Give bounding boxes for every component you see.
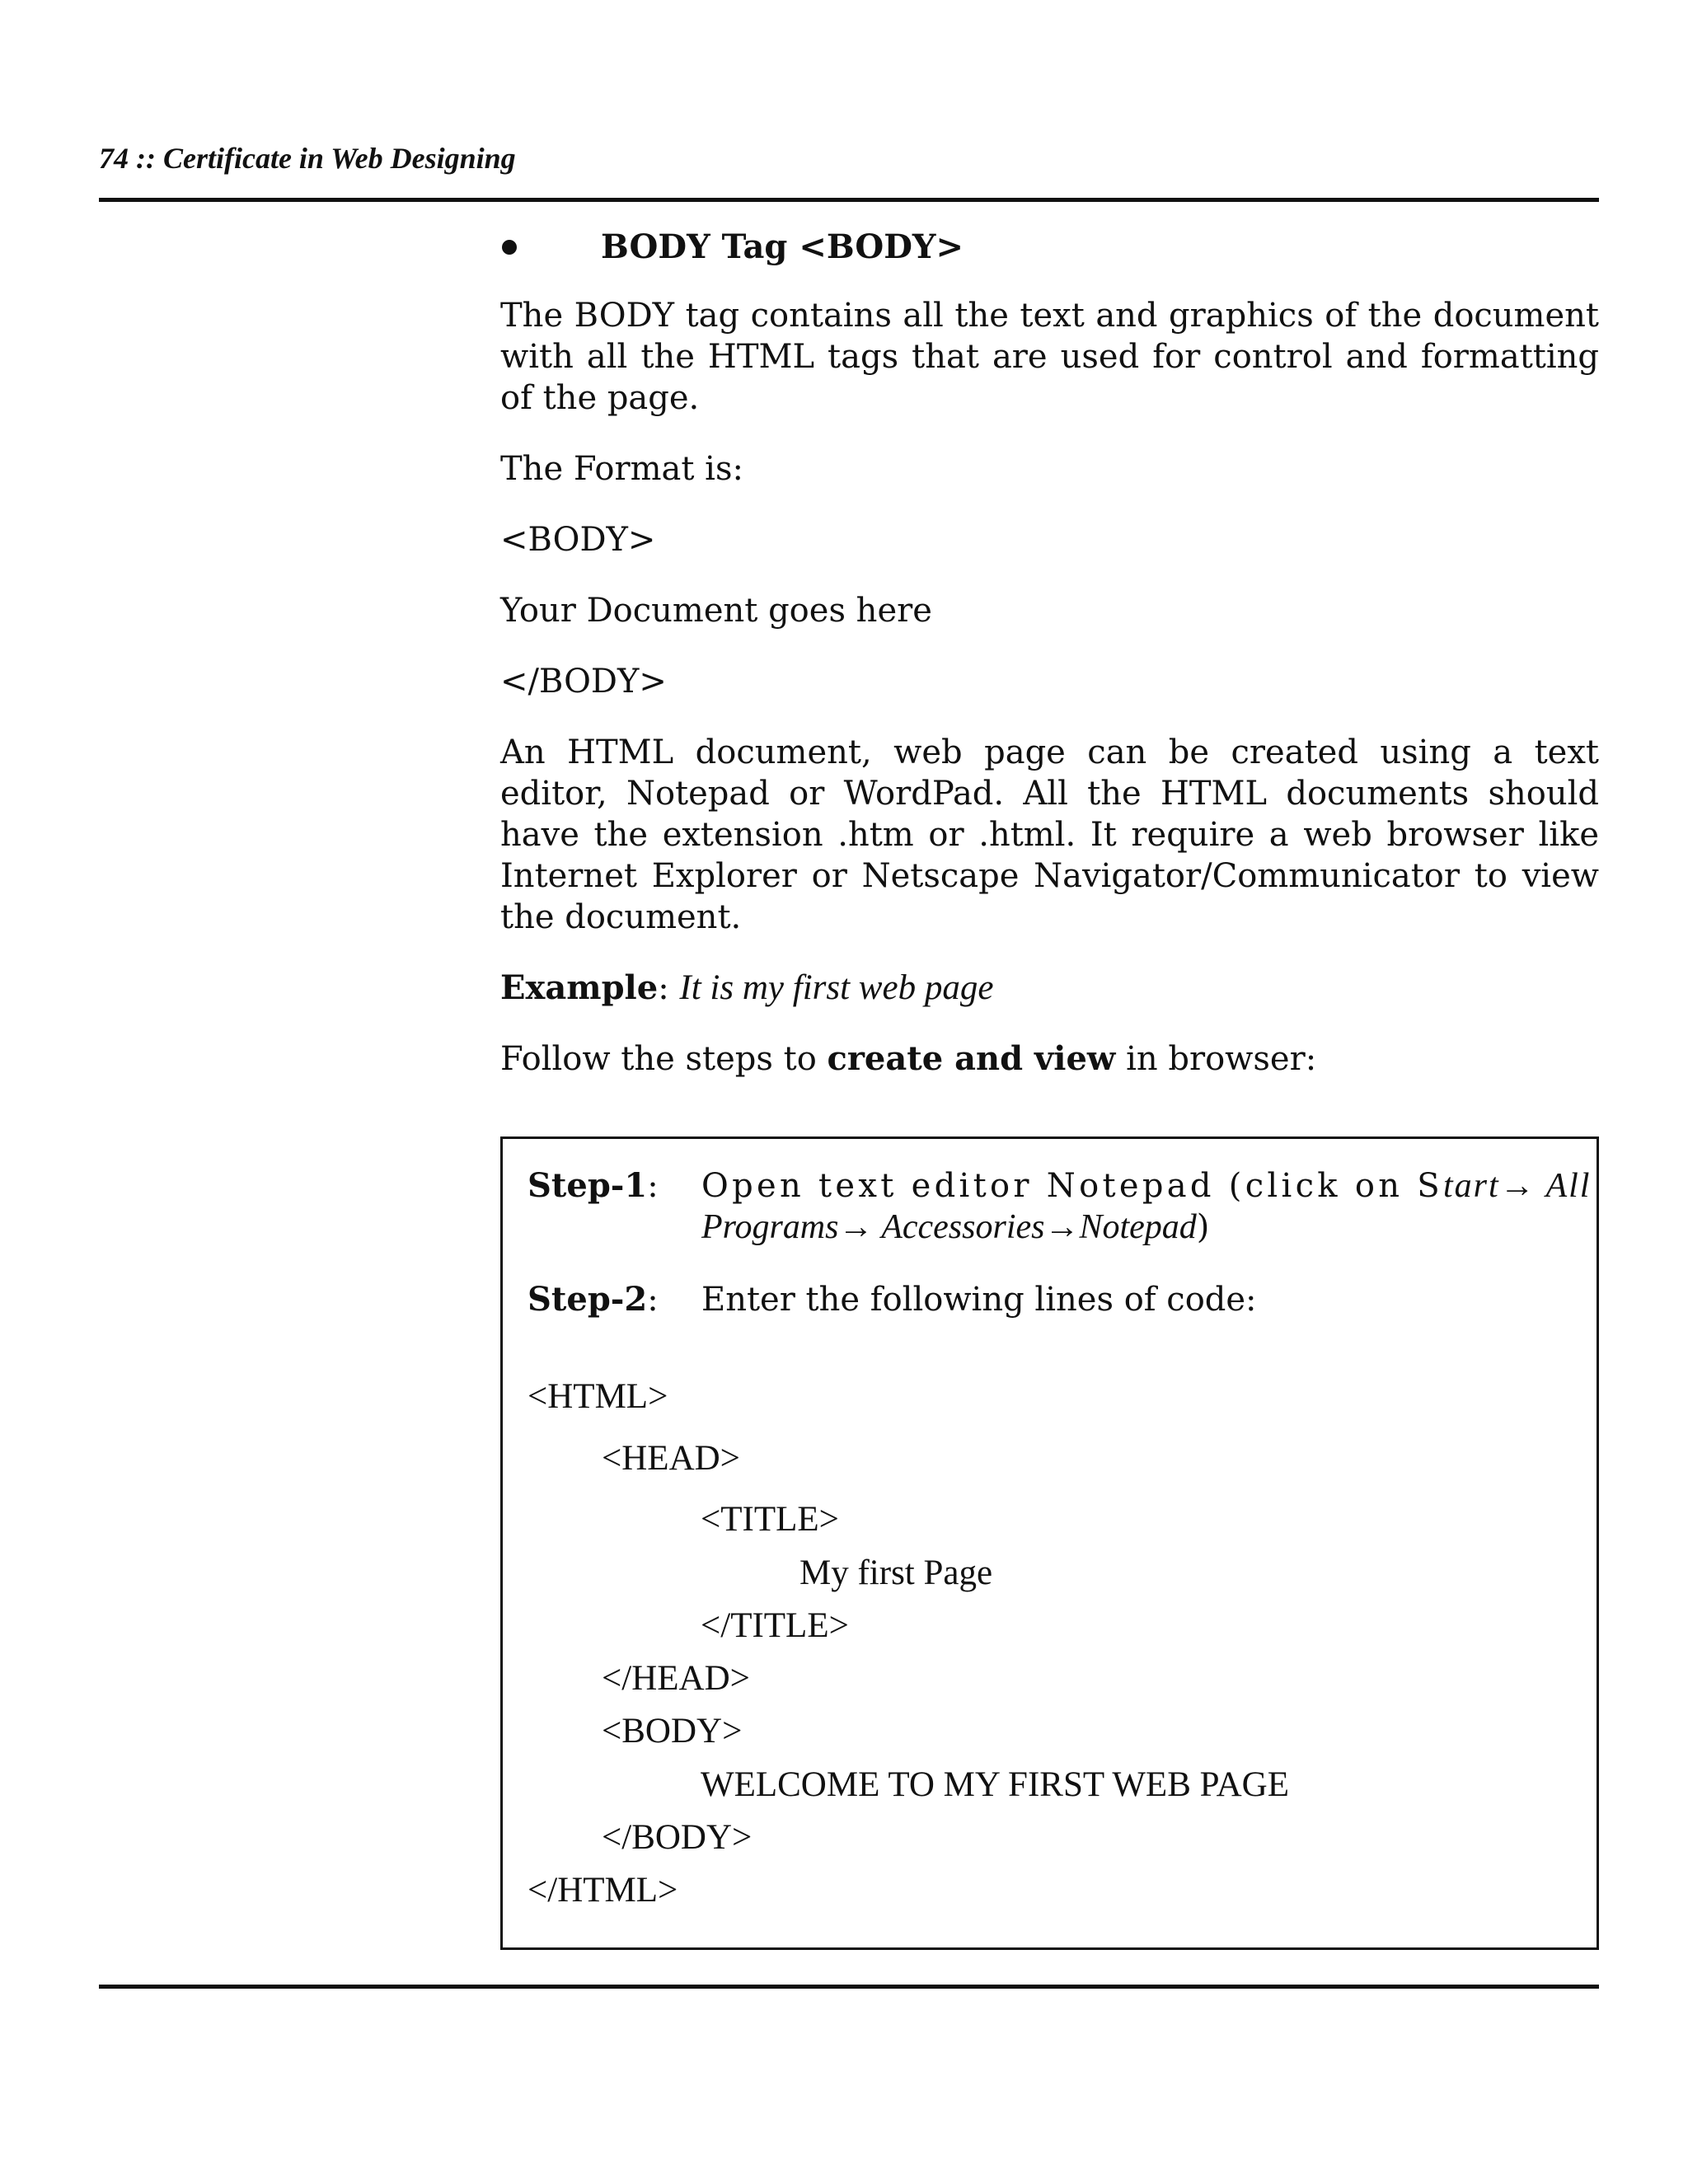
- format-open-tag: <BODY>: [500, 521, 656, 559]
- example-separator: :: [658, 969, 680, 1007]
- step-1-text: [701, 1165, 1591, 1248]
- header-rule: [99, 198, 1599, 202]
- code-line: <BODY>: [602, 1712, 743, 1750]
- example-label: Example: [500, 968, 659, 1007]
- step-1: [528, 1165, 1591, 1248]
- example-text: It is my first web page: [679, 968, 994, 1007]
- code-line: My first Page: [799, 1554, 993, 1592]
- format-close-tag: </BODY>: [500, 663, 667, 701]
- html-document-description: An HTML document, web page can be created using a text editor, Notepad or WordPad. All the HTML documents should have the extension .htm or .html. It require a web browser like Internet Explorer or Netscape Navigator/Communicator to view the document.: [500, 733, 1599, 936]
- main-content: [500, 227, 1599, 1109]
- step-1-line2-end: ): [1196, 1208, 1210, 1246]
- step-1-label: Step-1:: [528, 1166, 659, 1205]
- step-2-text: Enter the following lines of code:: [701, 1281, 1257, 1319]
- step-1-line2: Programs→ Accessories→Notepad: [701, 1208, 1197, 1246]
- bullet-icon: [502, 240, 517, 255]
- footer-rule: [99, 1985, 1599, 1989]
- code-line: <HEAD>: [602, 1439, 740, 1478]
- section-heading: [500, 227, 1599, 267]
- steps-box: [500, 1137, 1599, 1950]
- step-1-line1-b: tart→ All: [1443, 1167, 1592, 1205]
- example-line: [500, 968, 1599, 1009]
- step-2: [528, 1279, 1591, 1320]
- step-1-line1-a: Open text editor Notepad (click on S: [701, 1167, 1444, 1205]
- code-line: </HTML>: [528, 1871, 678, 1910]
- step-2-label: Step-2:: [528, 1280, 659, 1319]
- format-intro: The Format is:: [500, 450, 743, 488]
- code-line: </HEAD>: [602, 1659, 750, 1698]
- running-head: 74 :: Certificate in Web Designing: [99, 142, 516, 175]
- follow-bold: create and view: [827, 1039, 1116, 1078]
- follow-steps-line: [500, 1038, 1599, 1080]
- follow-before: Follow the steps to: [500, 1040, 828, 1078]
- code-line: <TITLE>: [701, 1500, 839, 1539]
- section-heading-text: BODY Tag <BODY>: [601, 227, 964, 266]
- format-body-text: Your Document goes here: [500, 592, 932, 630]
- code-line: </BODY>: [602, 1818, 753, 1857]
- follow-after: in browser:: [1115, 1040, 1317, 1078]
- code-line: WELCOME TO MY FIRST WEB PAGE: [701, 1765, 1289, 1804]
- body-tag-description: The BODY tag contains all the text and graphics of the document with all the HTML tags that are used for control and formatting of the page.: [500, 297, 1599, 417]
- code-line: </TITLE>: [701, 1606, 849, 1645]
- code-line: <HTML>: [528, 1377, 668, 1416]
